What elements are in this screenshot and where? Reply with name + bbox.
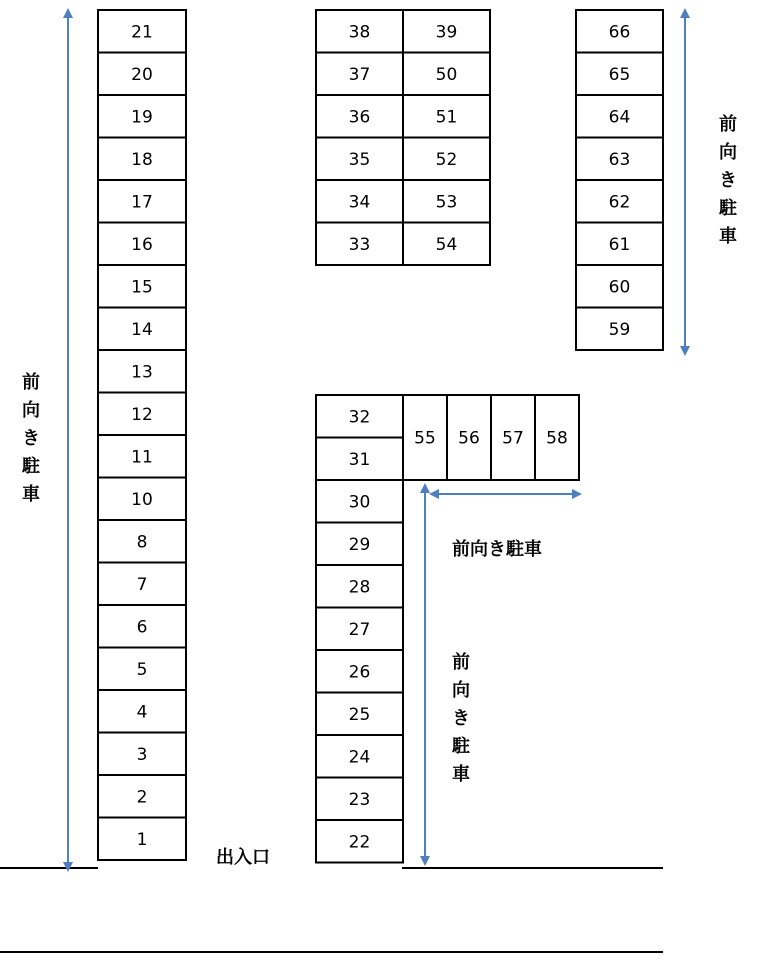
- stall-number: 24: [348, 747, 371, 768]
- parking-stall-15: [98, 265, 186, 308]
- svg-text:き: き: [22, 428, 40, 449]
- parking-stall-19: [98, 95, 186, 138]
- stall-column-right-top: [576, 10, 663, 350]
- stall-number: 34: [348, 192, 371, 213]
- stall-number: 35: [348, 149, 371, 170]
- parking-stall-17: [98, 180, 186, 223]
- stall-number: 37: [348, 64, 371, 85]
- stall-number: 22: [348, 832, 371, 853]
- stall-column-left: [98, 10, 186, 860]
- parking-stall-61: [576, 223, 663, 266]
- parking-stall-55: [403, 395, 447, 480]
- stall-number: 26: [348, 662, 371, 683]
- stall-number: 4: [136, 702, 148, 723]
- svg-text:き: き: [719, 170, 737, 191]
- stall-number: 54: [435, 234, 458, 255]
- svg-text:車: 車: [22, 484, 40, 505]
- svg-text:車: 車: [452, 764, 470, 785]
- stall-number: 60: [608, 277, 631, 298]
- parking-stall-31: [316, 438, 403, 481]
- parking-stall-16: [98, 223, 186, 266]
- parking-stall-29: [316, 523, 403, 566]
- parking-stall-7: [98, 563, 186, 606]
- parking-stall-52: [403, 138, 490, 181]
- entrance-label: 出入口: [216, 847, 270, 868]
- stall-number: 52: [435, 149, 458, 170]
- stall-number: 11: [131, 447, 153, 468]
- svg-text:向: 向: [452, 680, 470, 701]
- stall-number: 61: [608, 234, 631, 255]
- stall-number: 16: [131, 234, 153, 255]
- stall-column-middle-bottom: [316, 395, 403, 863]
- parking-stall-26: [316, 650, 403, 693]
- stall-number: 6: [136, 617, 148, 638]
- parking-stall-24: [316, 735, 403, 778]
- parking-stall-11: [98, 435, 186, 478]
- stall-number: 32: [348, 407, 371, 428]
- parking-stall-5: [98, 648, 186, 691]
- stall-number: 15: [131, 277, 153, 298]
- front-parking-label-left: [21, 371, 40, 505]
- stall-number: 66: [608, 22, 631, 43]
- parking-stall-57: [491, 395, 535, 480]
- stall-number: 55: [414, 428, 436, 449]
- stall-number: 5: [136, 659, 148, 680]
- front-parking-label-horizontal: 前向き駐車: [452, 539, 542, 560]
- parking-stall-51: [403, 95, 490, 138]
- parking-stall-27: [316, 608, 403, 651]
- parking-stall-3: [98, 733, 186, 776]
- parking-stall-37: [316, 53, 403, 96]
- svg-text:前: 前: [719, 114, 737, 135]
- stall-number: 53: [435, 192, 458, 213]
- parking-stall-54: [403, 223, 490, 266]
- parking-stall-18: [98, 138, 186, 181]
- stall-number: 3: [136, 744, 148, 765]
- stall-number: 10: [131, 489, 153, 510]
- stall-number: 29: [348, 534, 371, 555]
- parking-stall-30: [316, 480, 403, 523]
- stall-number: 39: [435, 22, 458, 43]
- parking-stall-20: [98, 53, 186, 96]
- parking-stall-8: [98, 520, 186, 563]
- parking-stall-62: [576, 180, 663, 223]
- stall-column-middle-top-b: [403, 10, 490, 265]
- parking-stall-6: [98, 605, 186, 648]
- stall-number: 12: [131, 404, 153, 425]
- parking-stall-63: [576, 138, 663, 181]
- parking-stall-50: [403, 53, 490, 96]
- parking-stall-59: [576, 308, 663, 351]
- parking-stall-13: [98, 350, 186, 393]
- stall-number: 58: [546, 428, 568, 449]
- parking-stall-14: [98, 308, 186, 351]
- stall-number: 25: [348, 704, 371, 725]
- stall-number: 23: [348, 789, 371, 810]
- parking-stall-4: [98, 690, 186, 733]
- stall-number: 8: [136, 532, 148, 553]
- stall-number: 38: [348, 22, 371, 43]
- stall-number: 63: [608, 149, 631, 170]
- stall-number: 64: [608, 107, 631, 128]
- stall-number: 1: [136, 829, 148, 850]
- stall-column-middle-top-a: [316, 10, 403, 265]
- svg-text:駐: 駐: [22, 456, 40, 477]
- parking-stall-28: [316, 565, 403, 608]
- svg-text:向: 向: [22, 400, 40, 421]
- stall-number: 59: [608, 319, 631, 340]
- parking-stall-2: [98, 775, 186, 818]
- parking-stall-60: [576, 265, 663, 308]
- stall-number: 50: [435, 64, 458, 85]
- parking-stall-66: [576, 10, 663, 53]
- stall-number: 13: [131, 362, 153, 383]
- svg-text:前: 前: [452, 652, 470, 673]
- parking-stall-58: [535, 395, 579, 480]
- parking-stall-34: [316, 180, 403, 223]
- parking-stall-21: [98, 10, 186, 53]
- svg-text:駐: 駐: [452, 736, 470, 757]
- stall-number: 18: [131, 149, 153, 170]
- front-parking-label-right: [718, 113, 737, 247]
- parking-stall-32: [316, 395, 403, 438]
- parking-stall-23: [316, 778, 403, 821]
- stall-number: 2: [136, 787, 148, 808]
- parking-stall-25: [316, 693, 403, 736]
- stall-number: 14: [131, 319, 153, 340]
- stall-number: 27: [348, 619, 371, 640]
- stall-number: 20: [131, 64, 153, 85]
- svg-text:き: き: [452, 708, 470, 729]
- stall-number: 62: [608, 192, 631, 213]
- stall-number: 65: [608, 64, 631, 85]
- stall-number: 36: [348, 107, 371, 128]
- stall-number: 31: [348, 449, 371, 470]
- svg-text:向: 向: [719, 142, 737, 163]
- parking-stall-33: [316, 223, 403, 266]
- parking-stall-1: [98, 818, 186, 861]
- parking-stall-64: [576, 95, 663, 138]
- front-parking-label-middle: [451, 651, 470, 785]
- stall-number: 30: [348, 492, 371, 513]
- stall-number: 19: [131, 107, 153, 128]
- parking-stall-36: [316, 95, 403, 138]
- parking-stall-65: [576, 53, 663, 96]
- stall-number: 33: [348, 234, 371, 255]
- stall-number: 56: [458, 428, 480, 449]
- svg-text:車: 車: [719, 226, 737, 247]
- parking-stall-38: [316, 10, 403, 53]
- parking-stall-56: [447, 395, 491, 480]
- stall-number: 7: [136, 574, 148, 595]
- parking-stall-12: [98, 393, 186, 436]
- stall-number: 28: [348, 577, 371, 598]
- parking-stall-10: [98, 478, 186, 521]
- stall-number: 21: [131, 22, 153, 43]
- parking-stall-22: [316, 820, 403, 863]
- svg-text:前: 前: [22, 372, 40, 393]
- parking-stall-39: [403, 10, 490, 53]
- stall-number: 57: [502, 428, 524, 449]
- svg-text:駐: 駐: [719, 198, 737, 219]
- stall-number: 17: [131, 192, 153, 213]
- stall-number: 51: [435, 107, 458, 128]
- parking-stall-53: [403, 180, 490, 223]
- parking-stall-35: [316, 138, 403, 181]
- stall-row-horizontal: [403, 395, 579, 480]
